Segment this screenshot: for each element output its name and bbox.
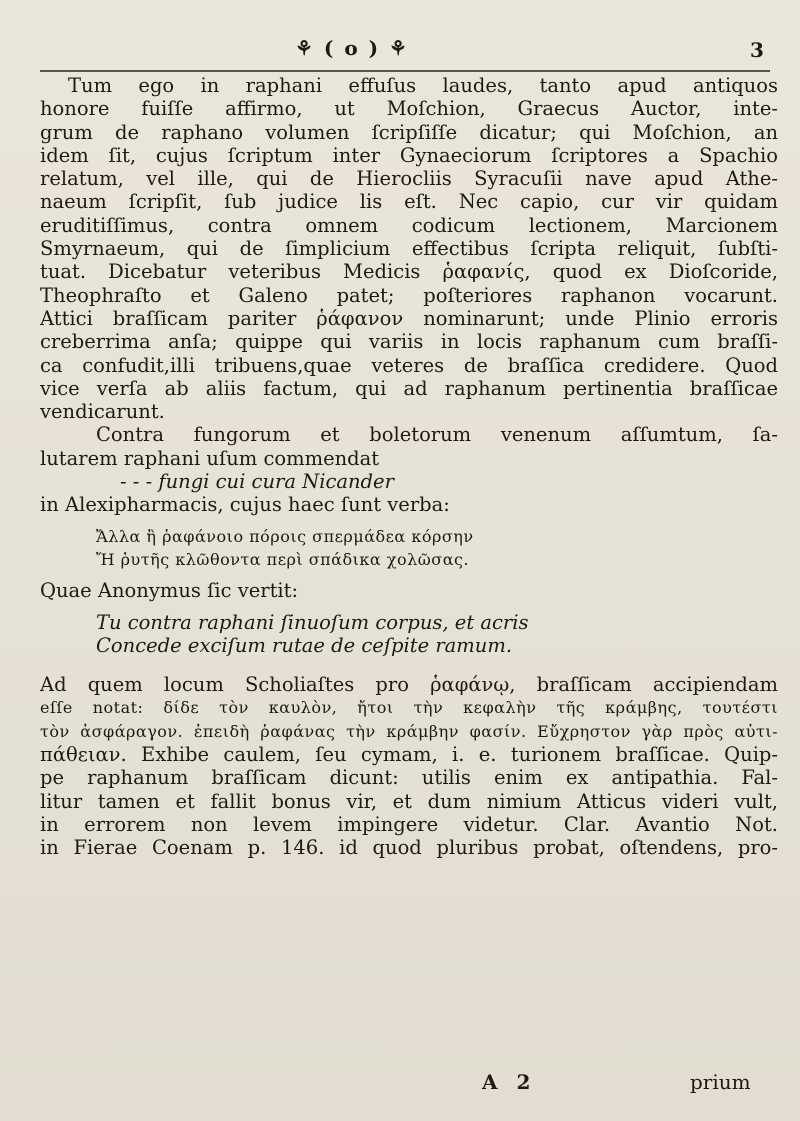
- text-line: litur tamen et fallit bonus vir, et dum nimium Atticus videri vult,: [40, 789, 778, 813]
- text-line: pe raphanum braſſicam dicunt: utilis enim ex antipathia. Fal-: [40, 766, 778, 790]
- latin-verse-line: Concede exciſum rutae de ceſpite ramum.: [96, 633, 513, 657]
- page-header: [0, 36, 800, 66]
- text-line: Attici braſſicam pariter ῥάφανον nominarunt; unde Plinio erroris: [40, 306, 778, 330]
- greek-text-line: τὸν ἀσφάραγον. ἐπειδὴ ῥαφάνας τὴν κράμβην φασίν. Εὔχρηστον γὰρ πρὸς αὐτι-: [40, 721, 778, 741]
- text-line: Theophraſto et Galeno patet; poſteriores raphanon vocarunt.: [40, 283, 778, 307]
- spacer: [40, 657, 778, 673]
- header-rule: [40, 70, 770, 72]
- text-line: Smyrnaeum, qui de ſimplicium effectibus ſcripta reliquit, ſubſti-: [40, 237, 778, 261]
- spacer: [40, 603, 778, 611]
- text-line: creberrima anſa; quippe qui variis in locis raphanum cum braſſi-: [40, 330, 778, 354]
- text-line: πάθειαν. Exhibe caulem, ſeu cymam, i. e. turionem braſſicae. Quip-: [40, 743, 778, 767]
- signature-mark: A 2: [482, 1070, 537, 1094]
- text-line: ca confudit,illi tribuens,quae veteres de braſſica credidere. Quod: [40, 353, 778, 377]
- page-footer: [40, 1070, 778, 1096]
- text-line: Contra fungorum et boletorum venenum aſſumtum, ſa-: [96, 423, 778, 447]
- text-line: lutarem raphani uſum commendat: [40, 446, 380, 470]
- quoted-verse-line: - - - fungi cui cura Nicander: [120, 470, 394, 494]
- text-line: Tum ego in raphani effuſus laudes, tanto apud antiquos: [68, 74, 778, 97]
- text-line: in Alexipharmacis, cujus haec ſunt verba:: [40, 493, 450, 517]
- page-number: 3: [750, 38, 764, 62]
- text-line: vendicarunt.: [40, 400, 165, 424]
- text-body: [40, 74, 778, 860]
- text-line: vice verſa ab aliis factum, qui ad raphanum pertinentia braſſicae: [40, 376, 778, 400]
- text-line: grum de raphano volumen ſcripſiſſe dicatur; qui Moſchion, an: [40, 120, 778, 144]
- text-line: in errorem non levem impingere videtur. Clar. Avantio Not.: [40, 812, 778, 836]
- text-line: in Fierae Coenam p. 146. id quod pluribus probat, oſtendens, pro-: [40, 836, 778, 860]
- text-line: eruditiſſimus, contra omnem codicum lectionem, Marcionem: [40, 213, 778, 237]
- spacer: [40, 571, 778, 579]
- catchword: prium: [690, 1070, 751, 1094]
- text-line: Ad quem locum Scholiaſtes pro ῥαφάνῳ, braſſicam accipiendam: [40, 673, 778, 697]
- ornament-header: ⚘ ( o ) ⚘: [295, 36, 409, 60]
- spacer: [40, 517, 778, 525]
- text-line: Quae Anonymus ſic vertit:: [40, 579, 299, 603]
- text-line: naeum ſcripſit, ſub judice lis eſt. Nec capio, cur vir quidam: [40, 190, 778, 214]
- latin-verse-line: Tu contra raphani ſinuoſum corpus, et acris: [96, 610, 529, 634]
- greek-verse-line: Ἄλλα ἢ ῥαφάνοιο πόροις σπερμάδεα κόρσην: [96, 526, 474, 546]
- text-line: honore fuiſſe affirmo, ut Moſchion, Graecus Auctor, inte-: [40, 97, 778, 121]
- greek-verse-line: Ἤ ῥυτῆς κλῶθοντα περὶ σπάδικα χολῶσας.: [96, 549, 470, 569]
- text-line: relatum, vel ille, qui de Hierocliis Syracuſii nave apud Athe-: [40, 167, 778, 191]
- greek-text-line: eſſe notat: δίδε τὸν καυλὸν, ἤτοι τὴν κεφαλὴν τῆς κράμβης, τουτέστι: [40, 698, 778, 718]
- text-line: tuat. Dicebatur veteribus Medicis ῥαφανίς, quod ex Dioſcoride,: [40, 260, 778, 284]
- text-line: idem ſit, cujus ſcriptum inter Gynaeciorum ſcriptores a Spachio: [40, 143, 778, 167]
